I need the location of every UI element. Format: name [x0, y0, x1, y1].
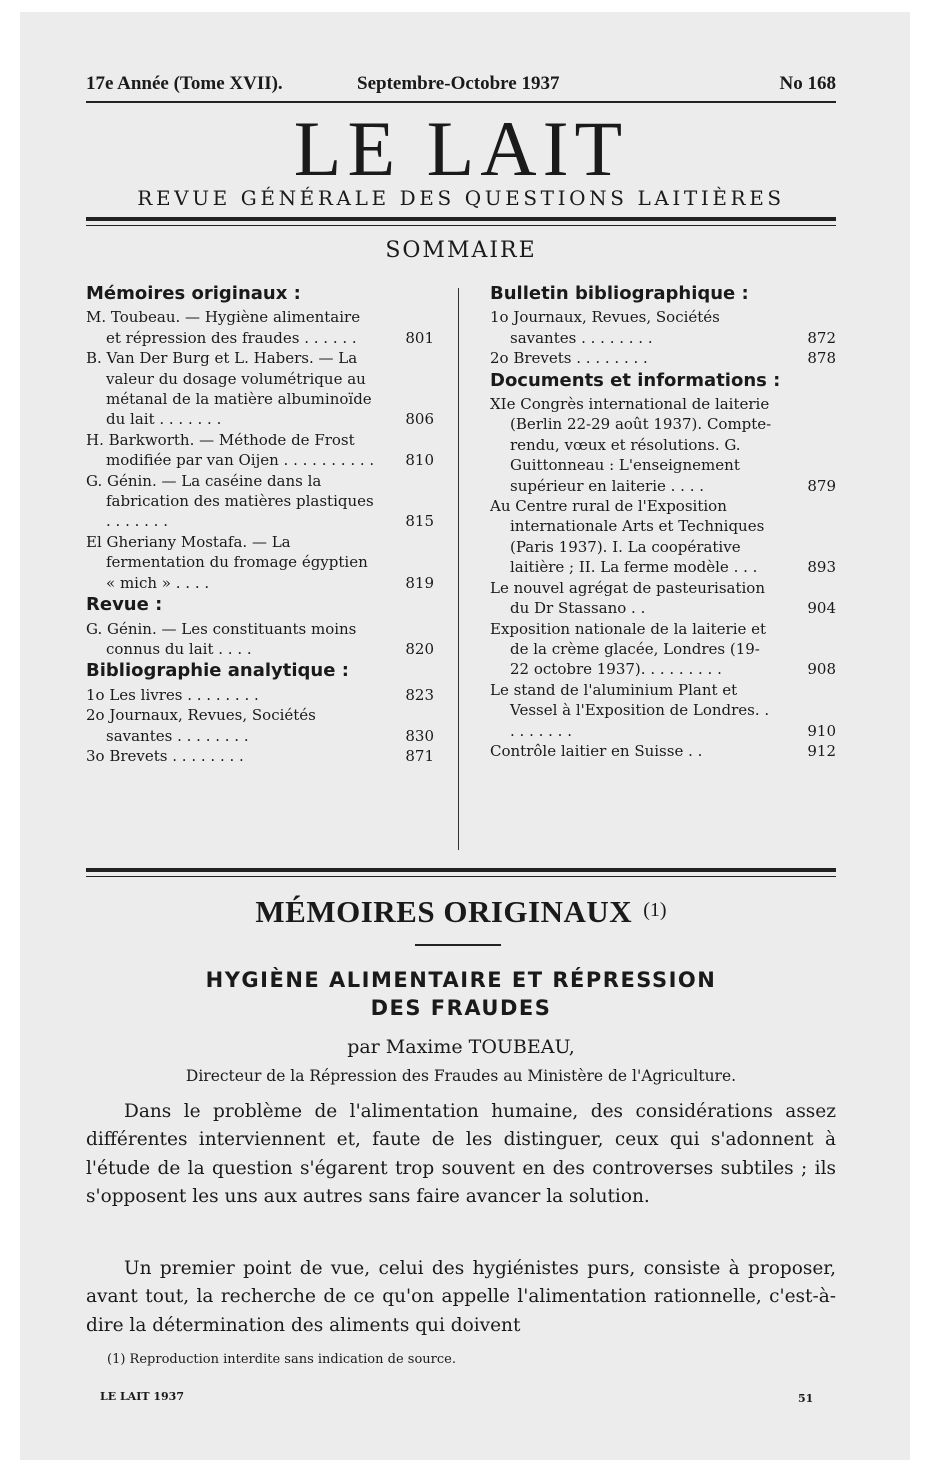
sommaire-entry-text: XIe Congrès international de laiterie (Berlin 22-29 août 1937). Compte-rendu, vœux et résolutions. G. Guittonneau : L'enseignement supérieur en laiterie . . . .: [490, 395, 772, 495]
article-byline: par Maxime TOUBEAU,: [347, 1036, 575, 1058]
sommaire-entry-page: 806: [405, 410, 434, 429]
sommaire-entry-page: 871: [405, 746, 434, 765]
masthead-title: LE LAIT: [293, 105, 629, 192]
sommaire-entry-page: 801: [405, 328, 434, 347]
sommaire-section-heading: Bibliographie analytique :: [86, 660, 349, 682]
sommaire-entry-page: 823: [405, 685, 434, 704]
sommaire-entry-page: 912: [807, 741, 836, 760]
body-paragraph-1: Dans le problème de l'alimentation humaine, des considérations assez différentes interviennent et, faute de les distinguer, ceux qui s'adonnent à l'étude de la question s'égarent trop souvent en des controverses subtiles ; ils s'opposent les uns aux autres sans faire avancer la solution.: [86, 1101, 836, 1207]
sommaire-entry-page: 872: [807, 328, 836, 347]
sommaire-entry-page: 820: [405, 639, 434, 658]
footnote: (1) Reproduction interdite sans indication de source.: [107, 1352, 456, 1367]
sommaire-entry-text: 2o Journaux, Revues, Sociétés savantes . . . . . . . .: [86, 706, 316, 745]
sommaire-entry: [86, 430, 438, 471]
header-year-tome: 17e Année (Tome XVII).: [86, 73, 283, 94]
sommaire-entry-page: 819: [405, 573, 434, 592]
sommaire-entry-text: 1o Journaux, Revues, Sociétés savantes . . . . . . . .: [490, 308, 720, 347]
article-heading-rule: [415, 944, 501, 946]
sommaire-entry: [490, 348, 840, 368]
article-affiliation: Directeur de la Répression des Fraudes au Ministère de l'Agriculture.: [185, 1067, 737, 1085]
footer-page-number: 51: [798, 1392, 814, 1405]
sommaire-entry-text: G. Génin. — La caséine dans la fabrication des matières plastiques . . . . . . .: [86, 471, 374, 531]
sommaire-entry: [86, 705, 438, 746]
sommaire-entry: [86, 685, 438, 705]
sommaire-entry-page: 815: [405, 512, 434, 531]
sommaire-rule-thin: [86, 876, 836, 877]
sommaire-right-column: [490, 282, 840, 761]
sommaire-entry-page: 893: [807, 558, 836, 577]
sommaire-rule-thick: [86, 868, 836, 872]
sommaire-entry-text: B. Van Der Burg et L. Habers. — La valeur du dosage volumétrique au métanal de la matière albuminoïde du lait . . . . . . .: [86, 349, 372, 429]
sommaire-section-heading: Documents et informations :: [490, 369, 781, 391]
sommaire-entry: [490, 307, 840, 348]
header-rule: [86, 101, 836, 103]
sommaire-entry-page: 878: [807, 349, 836, 368]
article-section-heading: [86, 894, 836, 930]
sommaire-entry-text: Contrôle laitier en Suisse . .: [490, 741, 703, 760]
masthead-subtitle: REVUE GÉNÉRALE DES QUESTIONS LAITIÈRES: [137, 186, 785, 210]
sommaire-entry: [86, 471, 438, 532]
sommaire-entry-text: Au Centre rural de l'Exposition internationale Arts et Techniques (Paris 1937). I. La coopérative laitière ; II. La ferme modèle . . .: [490, 497, 765, 577]
sommaire-entry-text: Le stand de l'aluminium Plant et Vessel à l'Exposition de Londres. . . . . . . . .: [490, 680, 770, 740]
sommaire-entry-text: 1o Les livres . . . . . . . .: [86, 685, 259, 704]
sommaire-section-heading: Bulletin bibliographique :: [490, 283, 749, 304]
sommaire-entry: [86, 532, 438, 593]
article-title-line-2: DES FRAUDES: [370, 996, 552, 1020]
sommaire-entry: [490, 578, 840, 619]
masthead-rule-thin: [86, 225, 836, 226]
sommaire-entry-text: G. Génin. — Les constituants moins connus du lait . . . .: [86, 619, 357, 658]
sommaire-entry-page: 910: [807, 721, 836, 740]
sommaire-entry-text: H. Barkworth. — Méthode de Frost modifiée par van Oijen . . . . . . . . . .: [86, 430, 375, 470]
sommaire-entry-page: 879: [807, 476, 836, 495]
article-section-title: MÉMOIRES ORIGINAUX: [255, 894, 633, 929]
sommaire-entry-page: 908: [807, 660, 836, 679]
article-title-line-1: HYGIÈNE ALIMENTAIRE ET RÉPRESSION: [205, 968, 717, 992]
sommaire-entry: [490, 394, 840, 496]
sommaire-entry: [490, 741, 840, 761]
masthead-rule-thick: [86, 217, 836, 221]
sommaire-column-divider: [458, 288, 459, 850]
sommaire-entry: [86, 307, 438, 348]
sommaire-entry: [86, 746, 438, 766]
sommaire-entry-page: 904: [807, 599, 836, 618]
sommaire-entry-text: M. Toubeau. — Hygiène alimentaire et répression des fraudes . . . . . .: [86, 308, 361, 347]
sommaire-entry-text: Exposition nationale de la laiterie et de la crème glacée, Londres (19-22 octobre 1937). . . . . . . . .: [490, 619, 767, 679]
sommaire-entry: [490, 496, 840, 578]
sommaire-title: SOMMAIRE: [385, 238, 537, 263]
sommaire-section-heading: Mémoires originaux :: [86, 283, 301, 304]
sommaire-entry-text: Le nouvel agrégat de pasteurisation du Dr Stassano . .: [490, 578, 765, 618]
sommaire-entry: [490, 680, 840, 741]
article-footnote-marker: (1): [643, 899, 667, 921]
sommaire-section-heading: Revue :: [86, 594, 163, 616]
sommaire-left-column: [86, 282, 438, 766]
sommaire-entry-text: 3o Brevets . . . . . . . .: [86, 746, 244, 765]
body-paragraph-2: Un premier point de vue, celui des hygiénistes purs, consiste à proposer, avant tout, la recherche de ce qu'on appelle l'alimentation rationnelle, c'est-à-dire la détermination des aliments qui doivent: [86, 1258, 836, 1336]
sommaire-entry: [490, 619, 840, 680]
sommaire-entry: [86, 619, 438, 660]
sommaire-entry-page: 830: [405, 726, 434, 745]
sommaire-entry-page: 810: [405, 451, 434, 470]
header-date: Septembre-Octobre 1937: [357, 73, 560, 94]
sommaire-entry-text: El Gheriany Mostafa. — La fermentation du fromage égyptien « mich » . . . .: [86, 532, 368, 592]
sommaire-entry-text: 2o Brevets . . . . . . . .: [490, 349, 648, 368]
sommaire-entry: [86, 348, 438, 430]
footer-journal: LE LAIT 1937: [100, 1390, 184, 1403]
header-issue-number: No 168: [779, 73, 836, 94]
